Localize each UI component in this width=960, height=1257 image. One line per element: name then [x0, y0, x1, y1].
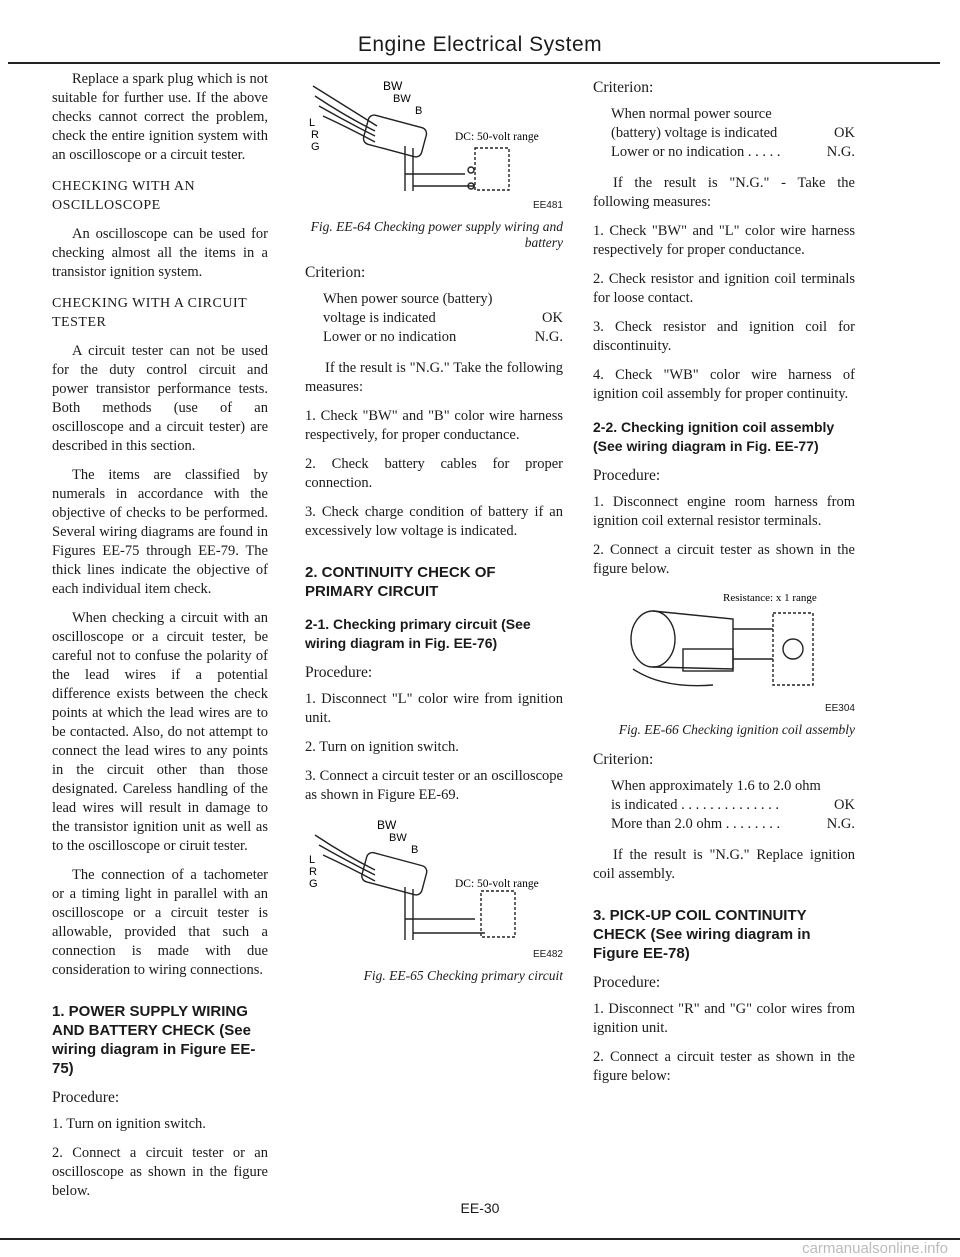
- measure-3: 3. Check resistor and ignition coil for discontinuity.: [593, 319, 855, 354]
- criterion-line-1: When power source (battery): [323, 291, 493, 307]
- procedure-step-2: 2. Connect a circuit tester or an oscilloscope as shown in the figure below.: [52, 1145, 268, 1199]
- result-paragraph: If the result is "N.G." Take the following measures:: [305, 360, 563, 395]
- header-rule: [8, 62, 940, 64]
- criterion-label: Criterion:: [305, 264, 366, 281]
- wire-label-l: L: [309, 854, 316, 866]
- criterion-line-3: Lower or no indication . . . . .: [611, 144, 781, 160]
- procedure-step-2: 2. Turn on ignition switch.: [305, 739, 459, 755]
- criterion-block: [593, 777, 855, 834]
- oscilloscope-paragraph: An oscilloscope can be used for checking almost all the items in a transistor ignition system.: [52, 226, 268, 280]
- wire-label-r: R: [311, 129, 319, 141]
- criterion-label: Criterion:: [593, 79, 654, 96]
- procedure-step-1: 1. Disconnect "R" and "G" color wires from ignition unit.: [593, 1001, 855, 1036]
- wire-label-bw2: BW: [389, 832, 407, 844]
- figure-caption: Fig. EE-66 Checking ignition coil assembly: [618, 722, 855, 737]
- wire-label-g: G: [309, 878, 318, 890]
- procedure-label: Procedure:: [305, 664, 373, 681]
- result-paragraph: If the result is "N.G." - Take the following measures:: [593, 175, 855, 210]
- connector-diagram-icon: [305, 76, 563, 196]
- procedure-label: Procedure:: [52, 1089, 120, 1106]
- criterion-line-2: voltage is indicated: [323, 310, 436, 326]
- figure-code: EE304: [824, 703, 855, 714]
- figure-code: EE481: [532, 200, 563, 211]
- wire-label-b: B: [411, 844, 419, 856]
- criterion-line-3: Lower or no indication: [323, 329, 457, 345]
- wire-label-r: R: [309, 866, 317, 878]
- procedure-step-3: 3. Connect a circuit tester or an oscilloscope as shown in Figure EE-69.: [305, 768, 563, 803]
- result-paragraph: If the result is "N.G." Replace ignition coil assembly.: [593, 847, 855, 882]
- figure-ee-65: [305, 815, 563, 964]
- oscilloscope-heading: CHECKING WITH AN OSCILLOSCOPE: [52, 179, 196, 213]
- circuit-tester-paragraph-2: The items are classified by numerals in accordance with the objective of checks to be performed. Several wiring diagrams are found in Figures EE-75 through EE-79. The thick lines indicate the objective of each individual item check.: [52, 467, 268, 597]
- procedure-label: Procedure:: [593, 974, 661, 991]
- procedure-step-2: 2. Connect a circuit tester as shown in the figure below.: [593, 542, 855, 577]
- wire-label-bw: BW: [383, 79, 403, 93]
- circuit-tester-paragraph-3: When checking a circuit with an oscilloscope or a circuit tester, be careful not to confuse the polarity of the lead wires if a potential difference exists between the check points at which the lead wires are to be contacted. Also, do not attempt to connect the lead wires to any points in the circuit other than those designated. Careless handling of the lead wires will result in damage to the transistor ignition unit as well as to the oscilloscope or ciruit tester.: [52, 610, 268, 854]
- measure-3: 3. Check charge condition of battery if an excessively low voltage is indicated.: [305, 504, 563, 539]
- section-2-heading: 2. CONTINUITY CHECK OF PRIMARY CIRCUIT: [305, 564, 496, 600]
- watermark: carmanualsonline.info: [802, 1240, 948, 1257]
- procedure-label: Procedure:: [593, 467, 661, 484]
- criterion-block: [305, 290, 563, 347]
- section-3-heading: 3. PICK-UP COIL CONTINUITY CHECK (See wiring diagram in Figure EE-78): [593, 907, 811, 962]
- criterion-ok: OK: [834, 797, 855, 813]
- page-number: EE-30: [460, 1200, 500, 1216]
- figure-caption: Fig. EE-65 Checking primary circuit: [363, 968, 563, 983]
- column-3: [593, 70, 855, 1096]
- figure-caption: Fig. EE-64 Checking power supply wiring and battery: [310, 219, 563, 250]
- wire-label-b: B: [415, 105, 423, 117]
- criterion-line-3: More than 2.0 ohm . . . . . . . .: [611, 816, 781, 832]
- intro-paragraph: Replace a spark plug which is not suitable for further use. If the above checks cannot correct the problem, check the entire ignition system with an oscilloscope or a circuit tester.: [52, 71, 268, 163]
- page-header: Engine Electrical System: [357, 33, 603, 56]
- meter-range-label: Resistance: x 1 range: [723, 592, 817, 604]
- procedure-step-1: 1. Disconnect "L" color wire from ignition unit.: [305, 691, 563, 726]
- criterion-ng: N.G.: [826, 816, 855, 832]
- column-1: [52, 70, 268, 1211]
- meter-range-label: DC: 50-volt range: [455, 878, 539, 890]
- criterion-ng: N.G.: [826, 144, 855, 160]
- section-2-2-heading: 2-2. Checking ignition coil assembly (See wiring diagram in Fig. EE-77): [593, 419, 835, 454]
- criterion-block: [593, 105, 855, 162]
- circuit-tester-heading: CHECKING WITH A CIRCUIT TESTER: [52, 296, 247, 330]
- figure-ee-66: [593, 589, 855, 718]
- wire-label-l: L: [309, 117, 316, 129]
- procedure-step-1: 1. Turn on ignition switch.: [52, 1116, 206, 1132]
- circuit-tester-paragraph-1: A circuit tester can not be used for the duty control circuit and power transistor performance tests. Both methods (use of an oscilloscope and a circuit tester) are described in this section.: [52, 343, 268, 454]
- measure-2: 2. Check resistor and ignition coil terminals for loose contact.: [593, 271, 855, 306]
- criterion-line-1: When approximately 1.6 to 2.0 ohm: [611, 778, 821, 794]
- wire-label-bw2: BW: [393, 93, 411, 105]
- procedure-step-2: 2. Connect a circuit tester as shown in the figure below:: [593, 1049, 855, 1084]
- measure-1: 1. Check "BW" and "L" color wire harness respectively for proper conductance.: [593, 223, 855, 258]
- column-2: [305, 70, 563, 996]
- criterion-ok: OK: [834, 125, 855, 141]
- section-2-1-heading: 2-1. Checking primary circuit (See wiring diagram in Fig. EE-76): [305, 616, 531, 651]
- procedure-step-1: 1. Disconnect engine room harness from ignition coil external resistor terminals.: [593, 494, 855, 529]
- circuit-tester-paragraph-4: The connection of a tachometer or a timing light in parallel with an oscilloscope or a circuit tester is allowable, provided that such a connection is made with due consideration to wiring connections.: [52, 867, 268, 978]
- measure-1: 1. Check "BW" and "B" color wire harness respectively, for proper conductance.: [305, 408, 563, 443]
- wire-label-bw: BW: [377, 818, 397, 832]
- section-1-heading: 1. POWER SUPPLY WIRING AND BATTERY CHECK (See wiring diagram in Figure EE-75): [52, 1003, 256, 1077]
- ignition-coil-diagram-icon: [593, 589, 855, 699]
- wire-label-g: G: [311, 141, 320, 153]
- criterion-line-2: is indicated . . . . . . . . . . . . . .: [611, 797, 779, 813]
- criterion-ng: N.G.: [534, 329, 563, 345]
- meter-range-label: DC: 50-volt range: [455, 131, 539, 143]
- connector-diagram-icon: [305, 815, 563, 945]
- figure-code: EE482: [532, 949, 563, 960]
- measure-2: 2. Check battery cables for proper connection.: [305, 456, 563, 491]
- measure-4: 4. Check "WB" color wire harness of ignition coil assembly for proper continuity.: [593, 367, 855, 402]
- criterion-line-2: (battery) voltage is indicated: [611, 125, 778, 141]
- criterion-ok: OK: [542, 310, 563, 326]
- criterion-line-1: When normal power source: [611, 106, 772, 122]
- criterion-label: Criterion:: [593, 751, 654, 768]
- figure-ee-64: [305, 76, 563, 215]
